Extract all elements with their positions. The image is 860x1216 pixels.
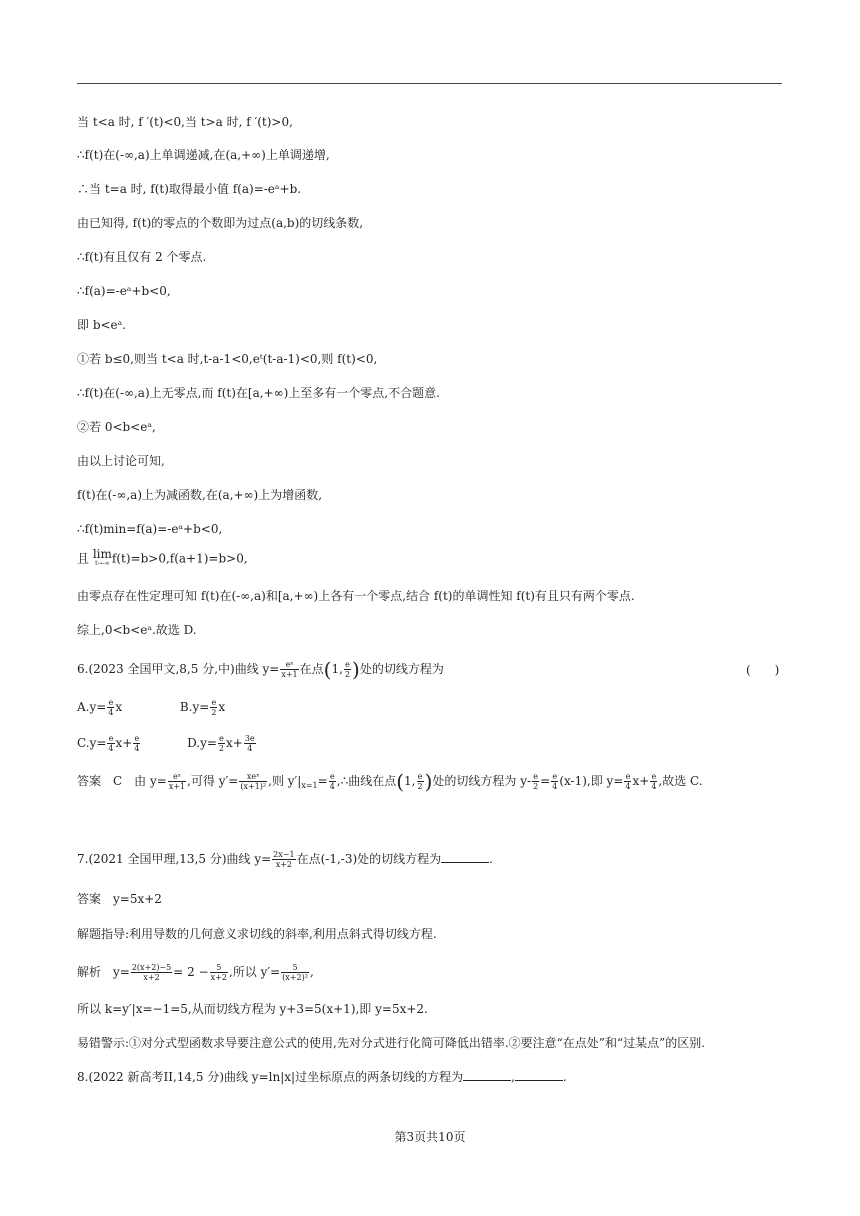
- numerator: e: [134, 734, 140, 743]
- answer-blank-2[interactable]: [515, 1070, 563, 1081]
- close-paren: ): [352, 657, 360, 682]
- text: 且: [77, 551, 90, 566]
- limit-expression: [92, 547, 112, 568]
- text: ,∴曲线在点: [336, 774, 397, 788]
- fraction: [272, 850, 295, 869]
- lim-word: lim: [92, 547, 112, 561]
- text-line: 即 b<eᵃ.: [77, 318, 127, 332]
- numerator: eˣ: [280, 660, 298, 670]
- denominator: 2: [211, 708, 217, 717]
- question-7-warning: 易错警示:①对分式型函数求导要注意公式的使用,先对分式进行化简可降低出错率.②要注意“在点处”和“过某点”的区别.: [77, 1036, 706, 1050]
- text: x: [115, 700, 123, 714]
- question-7-guide: 解题指导:利用导数的几何意义求切线的斜率,利用点斜式得切线方程.: [77, 927, 437, 941]
- text-line: ∴f(t)min=f(a)=-eᵃ+b<0,: [77, 522, 223, 536]
- denominator: x+2: [143, 973, 160, 982]
- text: f(t)=b>0,f(a+1)=b>0,: [111, 551, 248, 566]
- question-8-stem: [77, 1069, 567, 1085]
- text: 处的切线方程为 y-: [432, 774, 532, 788]
- question-7-solution: [77, 963, 314, 982]
- denominator: x+2: [210, 973, 227, 982]
- text: .: [489, 852, 493, 866]
- denominator: 2: [344, 670, 351, 679]
- fraction: [239, 772, 267, 791]
- fraction: [218, 734, 225, 753]
- text: 1,: [404, 774, 416, 788]
- numerator: e: [625, 772, 631, 781]
- text-line: 由以上讨论可知,: [77, 454, 165, 468]
- question-7-stem: [77, 850, 493, 869]
- text: .: [562, 1070, 567, 1084]
- text: ,: [511, 1070, 515, 1084]
- fraction: [168, 772, 186, 791]
- denominator: 4: [247, 744, 253, 753]
- text: 在点(-1,-3)处的切线方程为: [296, 852, 442, 866]
- subscript: x=1: [301, 781, 318, 790]
- fraction: [417, 772, 424, 791]
- denominator: 4: [329, 782, 335, 791]
- text: 8.(2022 新高考II,14,5 分)曲线 y=ln|x|过坐标原点的两条切线的方程为: [77, 1070, 464, 1084]
- text-line: 当 t<a 时, f ′(t)<0,当 t>a 时, f ′(t)>0,: [77, 115, 293, 129]
- numerator: e: [651, 772, 657, 781]
- text: 在点: [299, 662, 324, 676]
- denominator: 4: [552, 782, 558, 791]
- denominator: x+1: [281, 670, 298, 679]
- open-paren: (: [396, 769, 405, 794]
- denominator: (x+2)²: [282, 973, 308, 982]
- text: 解析 y=: [77, 965, 130, 979]
- option-b: B.y=: [179, 700, 210, 714]
- fraction: [210, 698, 217, 717]
- numerator: e: [108, 698, 114, 707]
- text: x+: [632, 774, 650, 788]
- fraction: [650, 772, 657, 791]
- denominator: 4: [625, 782, 631, 791]
- numerator: xeˣ: [239, 772, 267, 782]
- denominator: 4: [134, 744, 140, 753]
- fraction: [280, 660, 298, 679]
- numerator: e: [552, 772, 558, 781]
- answer-bracket: ( ): [746, 663, 780, 677]
- text: ,故选 C.: [658, 774, 703, 788]
- fraction: [131, 963, 172, 982]
- numerator: e: [108, 734, 114, 743]
- numerator: 3e: [244, 734, 255, 743]
- answer-blank-1[interactable]: [463, 1070, 511, 1081]
- text: ,可得 y′=: [187, 774, 239, 788]
- text: ,所以 y′=: [228, 965, 281, 979]
- text-line: 综上,0<b<eᵃ.故选 D.: [77, 623, 197, 637]
- text-line: ∴f(t)有且仅有 2 个零点.: [77, 250, 207, 264]
- text: 1,: [331, 662, 343, 676]
- text: x+: [115, 736, 133, 750]
- denominator: 2: [218, 744, 225, 753]
- text: (x-1),即 y=: [559, 774, 624, 788]
- denominator: 4: [108, 744, 114, 753]
- fraction: [624, 772, 631, 791]
- text-line: ①若 b≤0,则当 t<a 时,t-a-1<0,eᵗ(t-a-1)<0,则 f(t)<0,: [77, 352, 378, 366]
- fraction: [551, 772, 558, 791]
- text: 处的切线方程为: [359, 662, 444, 676]
- question-6-stem: [77, 657, 444, 682]
- text-line: f(t)在(-∞,a)上为减函数,在(a,+∞)上为增函数,: [77, 488, 323, 502]
- close-paren: ): [424, 769, 433, 794]
- text-line: ②若 0<b<eᵃ,: [77, 420, 156, 434]
- question-7-answer: 答案 y=5x+2: [77, 892, 162, 906]
- option-a: A.y=: [77, 700, 107, 714]
- text-line: ∴f(a)=-eᵃ+b<0,: [77, 284, 171, 298]
- question-6-answer: [77, 769, 703, 794]
- open-paren: (: [323, 657, 332, 682]
- text-line: ∴f(t)在(-∞,a)上无零点,而 f(t)在[a,+∞)上至多有一个零点,不合题意.: [77, 386, 440, 400]
- denominator: 2: [417, 782, 423, 791]
- denominator: (x+1)²: [240, 782, 267, 791]
- numerator: e: [211, 698, 217, 707]
- fraction: [107, 698, 114, 717]
- text: 7.(2021 全国甲理,13,5 分)曲线 y=: [77, 852, 272, 866]
- numerator: 5: [281, 963, 309, 973]
- text: =: [317, 774, 328, 788]
- fraction: [133, 734, 140, 753]
- numerator: 2(x+2)−5: [131, 963, 172, 972]
- numerator: e: [219, 734, 224, 743]
- page-footer: 第3页共10页: [394, 1130, 466, 1144]
- numerator: e: [533, 772, 538, 781]
- text: x: [218, 700, 226, 714]
- denominator: 4: [108, 708, 114, 717]
- text-line: 由已知得, f(t)的零点的个数即为过点(a,b)的切线条数,: [77, 216, 364, 230]
- fraction: [210, 963, 228, 982]
- text-line: ∴f(t)在(-∞,a)上单调递减,在(a,+∞)上单调递增,: [77, 148, 330, 162]
- numerator: 2x−1: [273, 850, 295, 859]
- denominator: 4: [651, 782, 657, 791]
- text: ,: [309, 965, 314, 979]
- denominator: x+2: [275, 860, 293, 869]
- option-row-cd: [77, 734, 257, 753]
- fraction: [344, 660, 351, 679]
- answer-blank[interactable]: [441, 852, 489, 863]
- numerator: e: [417, 772, 423, 781]
- text-line: ∴当 t=a 时, f(t)取得最小值 f(a)=-eᵃ+b.: [77, 182, 302, 196]
- text-line: 由零点存在性定理可知 f(t)在(-∞,a)和[a,+∞)上各有一个零点,结合 f(t)的单调性知 f(t)有且只有两个零点.: [77, 589, 635, 603]
- lim-sub: t→-∞: [95, 560, 110, 567]
- text: ,则 y′|: [268, 774, 302, 788]
- text: = 2 −: [173, 965, 209, 979]
- numerator: e: [345, 660, 350, 669]
- fraction: [107, 734, 114, 753]
- text: 6.(2023 全国甲文,8,5 分,中)曲线 y=: [77, 662, 280, 676]
- text: =: [540, 774, 551, 788]
- option-row-ab: [77, 698, 225, 717]
- text: x+: [226, 736, 243, 750]
- fraction: [281, 963, 309, 982]
- text: 答案 C 由 y=: [77, 774, 167, 788]
- fraction: [244, 734, 256, 753]
- numerator: e: [329, 772, 335, 781]
- denominator: 2: [533, 782, 539, 791]
- numerator: 5: [210, 963, 228, 973]
- limit-line: [77, 547, 248, 568]
- fraction: [329, 772, 336, 791]
- question-7-solution-line2: 所以 k=y′|x=−1=5,从而切线方程为 y+3=5(x+1),即 y=5x+2.: [77, 1002, 428, 1016]
- option-d: D.y=: [187, 736, 217, 750]
- header-rule: [77, 83, 782, 84]
- fraction: [532, 772, 539, 791]
- option-c: C.y=: [77, 736, 107, 750]
- denominator: x+1: [168, 782, 186, 791]
- numerator: eˣ: [168, 772, 186, 782]
